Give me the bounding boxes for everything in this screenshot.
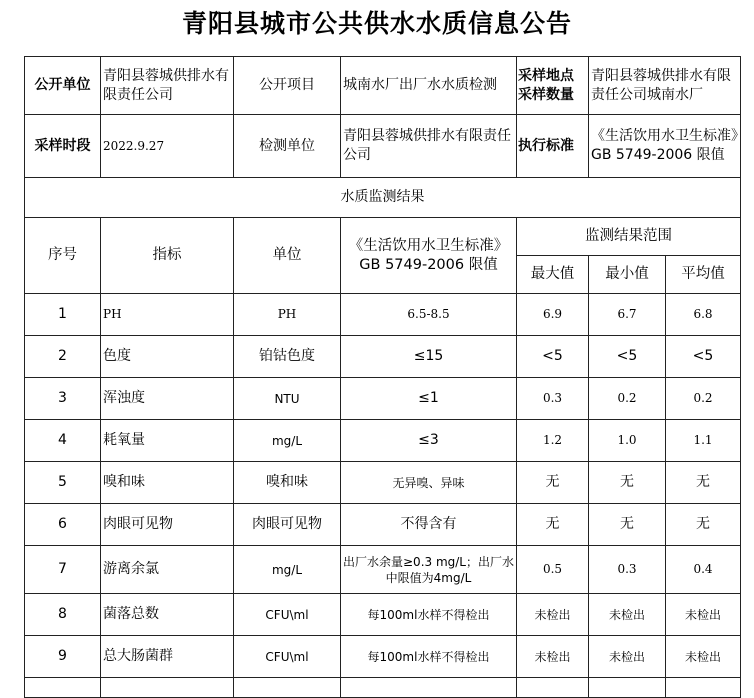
info-row-1 xyxy=(25,57,741,115)
table-row xyxy=(25,294,741,336)
info-value-standard: 《生活饮用水卫生标准》GB 5749-2006 限值 xyxy=(589,115,741,178)
row-indicator: PH xyxy=(101,294,234,336)
row-indicator: 肉眼可见物 xyxy=(101,504,234,546)
row-indicator: 游离余氯 xyxy=(101,546,234,594)
row-min: 无 xyxy=(589,462,666,504)
section-title: 水质监测结果 xyxy=(25,178,741,218)
row-limit: ≤1 xyxy=(341,378,517,420)
row-index: 1 xyxy=(25,294,101,336)
row-indicator: 总大肠菌群 xyxy=(101,636,234,678)
info-label-testing-unit: 检测单位 xyxy=(234,115,341,178)
header-min: 最小值 xyxy=(589,256,666,294)
row-max: 无 xyxy=(517,462,589,504)
row-limit: ≤15 xyxy=(341,336,517,378)
info-label-sampling-period: 采样时段 xyxy=(25,115,101,178)
row-index: 5 xyxy=(25,462,101,504)
row-indicator: 耗氧量 xyxy=(101,420,234,462)
info-label-sampling-site: 采样地点采样数量 xyxy=(517,57,589,115)
header-index: 序号 xyxy=(25,218,101,294)
row-unit: NTU xyxy=(234,378,341,420)
row-unit: CFU\ml xyxy=(234,594,341,636)
info-value-testing-unit: 青阳县蓉城供排水有限责任公司 xyxy=(341,115,517,178)
table-row xyxy=(25,420,741,462)
row-max: 6.9 xyxy=(517,294,589,336)
row-limit: 每100ml水样不得检出 xyxy=(341,594,517,636)
row-indicator: 菌落总数 xyxy=(101,594,234,636)
info-value-sampling-period: 2022.9.27 xyxy=(101,115,234,178)
table-row xyxy=(25,636,741,678)
row-unit: PH xyxy=(234,294,341,336)
header-indicator: 指标 xyxy=(101,218,234,294)
row-min: 0.2 xyxy=(589,378,666,420)
header-avg: 平均值 xyxy=(666,256,741,294)
header-standard: 《生活饮用水卫生标准》GB 5749-2006 限值 xyxy=(341,218,517,294)
header-max: 最大值 xyxy=(517,256,589,294)
page-title: 青阳县城市公共供水水质信息公告 xyxy=(181,9,572,38)
row-max: 无 xyxy=(517,504,589,546)
row-limit: 出厂水余量≥0.3 mg/L；出厂水中限值为4mg/L xyxy=(341,546,517,594)
row-avg: 0.2 xyxy=(666,378,741,420)
table-row xyxy=(25,378,741,420)
table-row xyxy=(25,504,741,546)
info-value-sampling-site: 青阳县蓉城供排水有限责任公司城南水厂 xyxy=(589,57,741,115)
row-unit: CFU\ml xyxy=(234,636,341,678)
row-avg: 0.4 xyxy=(666,546,741,594)
row-unit: mg/L xyxy=(234,420,341,462)
row-avg: 6.8 xyxy=(666,294,741,336)
row-avg: <5 xyxy=(666,336,741,378)
row-indicator: 嗅和味 xyxy=(101,462,234,504)
row-limit: ≤3 xyxy=(341,420,517,462)
row-avg: 未检出 xyxy=(666,594,741,636)
info-label-project: 公开项目 xyxy=(234,57,341,115)
info-label-standard: 执行标准 xyxy=(517,115,589,178)
header-unit: 单位 xyxy=(234,218,341,294)
row-index: 6 xyxy=(25,504,101,546)
row-unit: mg/L xyxy=(234,546,341,594)
row-limit: 每100ml水样不得检出 xyxy=(341,636,517,678)
row-limit: 6.5-8.5 xyxy=(341,294,517,336)
row-max: 0.3 xyxy=(517,378,589,420)
row-avg: 无 xyxy=(666,462,741,504)
row-max: <5 xyxy=(517,336,589,378)
section-row xyxy=(25,178,741,218)
row-max: 未检出 xyxy=(517,594,589,636)
row-index: 9 xyxy=(25,636,101,678)
info-value-publisher: 青阳县蓉城供排水有限责任公司 xyxy=(101,57,234,115)
row-max: 0.5 xyxy=(517,546,589,594)
row-max: 1.2 xyxy=(517,420,589,462)
row-index: 7 xyxy=(25,546,101,594)
row-limit: 不得含有 xyxy=(341,504,517,546)
table-row xyxy=(25,546,741,594)
row-min: 1.0 xyxy=(589,420,666,462)
table-row xyxy=(25,336,741,378)
row-avg: 1.1 xyxy=(666,420,741,462)
row-min: <5 xyxy=(589,336,666,378)
row-index: 4 xyxy=(25,420,101,462)
row-index: 3 xyxy=(25,378,101,420)
row-indicator: 色度 xyxy=(101,336,234,378)
row-avg: 无 xyxy=(666,504,741,546)
water-quality-table xyxy=(24,56,741,698)
row-min: 未检出 xyxy=(589,594,666,636)
header-row-1 xyxy=(25,218,741,256)
row-unit: 肉眼可见物 xyxy=(234,504,341,546)
row-index: 8 xyxy=(25,594,101,636)
info-value-project: 城南水厂出厂水水质检测 xyxy=(341,57,517,115)
row-min: 未检出 xyxy=(589,636,666,678)
row-min: 6.7 xyxy=(589,294,666,336)
info-label-publisher: 公开单位 xyxy=(25,57,101,115)
row-indicator: 浑浊度 xyxy=(101,378,234,420)
row-avg: 未检出 xyxy=(666,636,741,678)
row-limit: 无异嗅、异味 xyxy=(341,462,517,504)
row-min: 无 xyxy=(589,504,666,546)
table-row xyxy=(25,594,741,636)
row-max: 未检出 xyxy=(517,636,589,678)
row-unit: 铂钴色度 xyxy=(234,336,341,378)
row-index: 2 xyxy=(25,336,101,378)
header-range: 监测结果范围 xyxy=(517,218,741,256)
table-row xyxy=(25,462,741,504)
row-unit: 嗅和味 xyxy=(234,462,341,504)
info-row-2 xyxy=(25,115,741,178)
row-min: 0.3 xyxy=(589,546,666,594)
